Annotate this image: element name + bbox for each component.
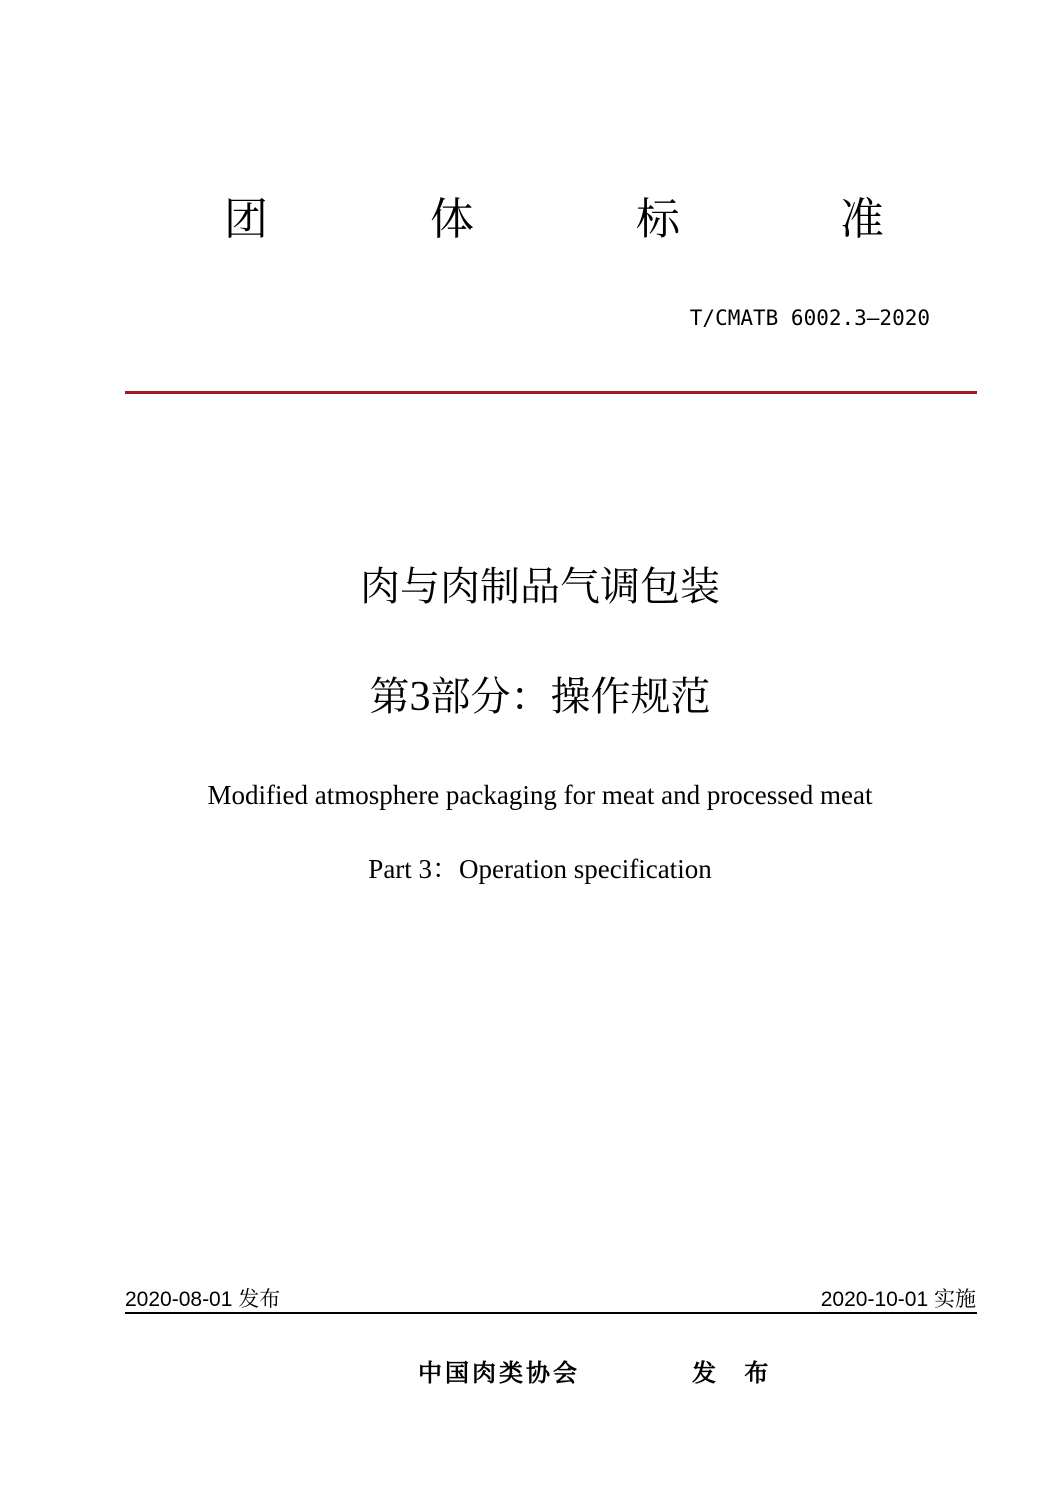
- title-chinese-part-prefix: 第: [369, 674, 410, 720]
- publisher-action: 发 布: [692, 1359, 779, 1387]
- standard-number: T/CMATB 6002.3—2020: [689, 306, 930, 330]
- title-chinese-part-number: 3: [409, 674, 431, 720]
- title-chinese-part-suffix: 部分：操作规范: [430, 674, 711, 720]
- header-char-2: 体: [430, 194, 474, 245]
- header-char-1: 团: [224, 194, 268, 245]
- header-divider: [125, 391, 977, 394]
- publisher-name: 中国肉类协会: [418, 1359, 580, 1387]
- title-english-main: Modified atmosphere packaging for meat and processed meat: [207, 780, 873, 810]
- title-chinese-part: [0, 670, 1051, 724]
- header-char-4: 准: [840, 194, 884, 245]
- publish-date: 2020-08-01 发布: [125, 1288, 281, 1311]
- title-english-part: Part 3：Operation specification: [368, 854, 712, 884]
- header-char-3: 标: [636, 194, 680, 245]
- title-chinese-main: 肉与肉制品气调包装: [360, 564, 720, 610]
- footer-divider: [125, 1312, 977, 1314]
- implement-date: 2020-10-01 实施: [820, 1288, 976, 1311]
